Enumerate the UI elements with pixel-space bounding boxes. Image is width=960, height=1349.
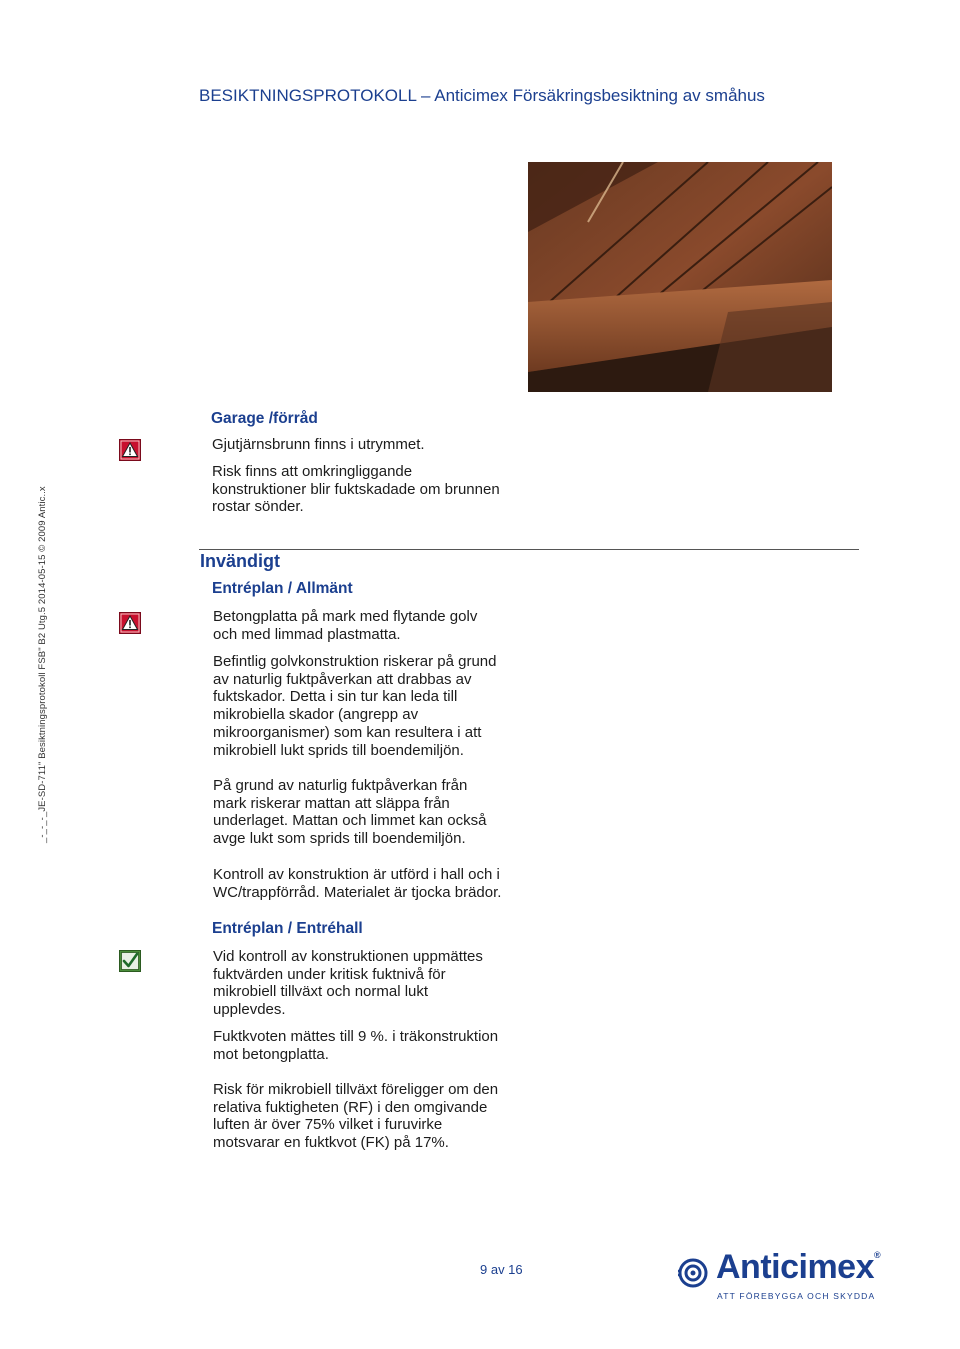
allmant-paragraph-1: Betongplatta på mark med flytande golv och med limmad plastmatta.	[213, 608, 478, 643]
attic-photo	[528, 162, 832, 392]
garage-paragraph-1: Gjutjärnsbrunn finns i utrymmet.	[212, 436, 425, 453]
section-divider	[199, 549, 859, 550]
document-reference-text: _-_-_-_JE-SD-711" Besiktningsprotokoll FSB" B2 Utg.5 2014-05-15 © 2009 Antic..x	[37, 486, 48, 843]
logo-name: Anticimex®	[716, 1248, 881, 1286]
anticimex-logo	[672, 1248, 881, 1304]
entrehall-paragraph-1: Vid kontroll av konstruktionen uppmättes fuktvärden under kritisk fuktnivå för mikrobiell tillväxt och normal lukt upplevdes.	[213, 948, 483, 1019]
page-number: 9 av 16	[480, 1262, 523, 1277]
allmant-paragraph-3: På grund av naturlig fuktpåverkan från mark riskerar mattan att släppa från underlaget. Mattan och limmet kan också avge lukt som sprids till boendemiljön.	[213, 777, 487, 848]
logo-tagline: ATT FÖREBYGGA OCH SKYDDA	[717, 1291, 876, 1301]
entrehall-heading: Entréplan / Entréhall	[212, 920, 363, 937]
checkmark-icon	[119, 950, 141, 972]
page-title: BESIKTNINGSPROTOKOLL – Anticimex Försäkringsbesiktning av småhus	[199, 86, 765, 105]
allmant-paragraph-2: Befintlig golvkonstruktion riskerar på grund av naturlig fuktpåverkan att drabbas av fuktskador. Detta i sin tur kan leda till mikrobiella skador (angrepp av mikroorganismer) som kan resultera i att mikrobiell lukt sprids till boendemiljön.	[213, 653, 497, 759]
warning-icon	[119, 439, 141, 461]
garage-paragraph-2: Risk finns att omkringliggande konstruktioner blir fuktskadade om brunnen rostar sönder.	[212, 463, 500, 516]
section-heading-invandigt: Invändigt	[200, 551, 280, 571]
allmant-paragraph-4: Kontroll av konstruktion är utförd i hall och i WC/trappförråd. Materialet är tjocka brädor.	[213, 866, 502, 901]
entrehall-paragraph-3: Risk för mikrobiell tillväxt föreligger om den relativa fuktigheten (RF) i den omgivande luften är över 75% vilket i furuvirke motsvarar en fuktkvot (FK) på 17%.	[213, 1081, 499, 1152]
warning-icon	[119, 612, 141, 634]
anticimex-logo-mark-icon	[678, 1258, 712, 1288]
garage-heading: Garage /förråd	[211, 410, 318, 427]
entrehall-paragraph-2: Fuktkvoten mättes till 9 %. i träkonstruktion mot betongplatta.	[213, 1028, 499, 1063]
allmant-heading: Entréplan / Allmänt	[212, 580, 353, 597]
